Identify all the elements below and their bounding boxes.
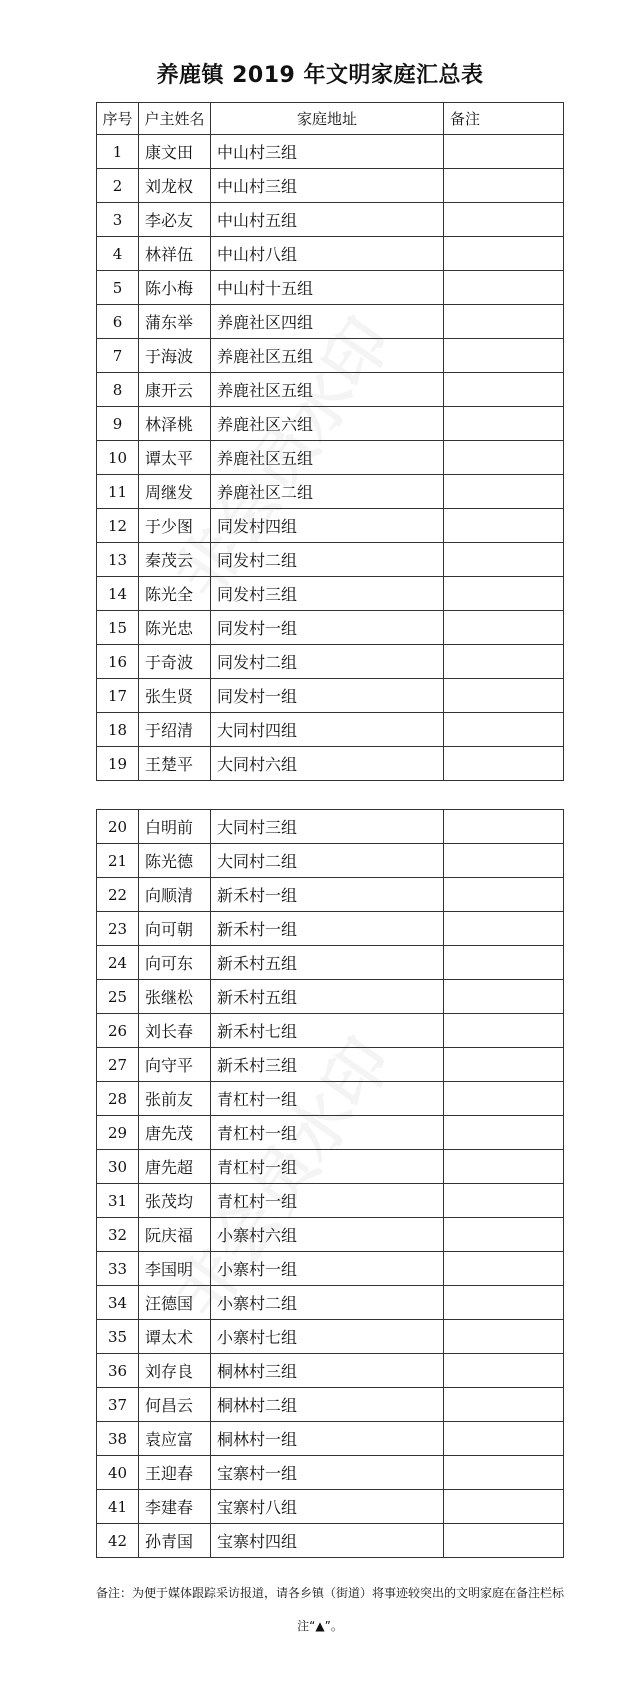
- table-row: [97, 339, 564, 373]
- address-cell: 青杠村一组: [211, 1116, 444, 1150]
- note-cell: [444, 1150, 564, 1184]
- note-cell: [444, 1320, 564, 1354]
- family-table-part2: [96, 809, 564, 1558]
- footnote-line1: 备注：为便于媒体跟踪采访报道，请各乡镇（街道）将事迹较突出的文明家庭在备注栏标: [96, 1586, 565, 1600]
- address-cell: 中山村三组: [211, 135, 444, 169]
- address-cell: 青杠村一组: [211, 1184, 444, 1218]
- note-cell: [444, 912, 564, 946]
- address-cell: 宝寨村四组: [211, 1524, 444, 1558]
- name-cell: 于海波: [139, 339, 211, 373]
- seq-cell: 42: [97, 1524, 139, 1558]
- address-cell: 养鹿社区五组: [211, 373, 444, 407]
- name-cell: 汪德国: [139, 1286, 211, 1320]
- table-row: [97, 1116, 564, 1150]
- table-row: [97, 980, 564, 1014]
- table-row: [97, 844, 564, 878]
- seq-cell: 25: [97, 980, 139, 1014]
- table-row: [97, 1184, 564, 1218]
- note-cell: [444, 1184, 564, 1218]
- seq-cell: 19: [97, 747, 139, 781]
- seq-cell: 18: [97, 713, 139, 747]
- table-row: [97, 1014, 564, 1048]
- seq-cell: 37: [97, 1388, 139, 1422]
- seq-cell: 11: [97, 475, 139, 509]
- note-cell: [444, 407, 564, 441]
- name-cell: 周继发: [139, 475, 211, 509]
- name-cell: 林泽桃: [139, 407, 211, 441]
- seq-cell: 27: [97, 1048, 139, 1082]
- seq-cell: 16: [97, 645, 139, 679]
- seq-cell: 31: [97, 1184, 139, 1218]
- address-cell: 新禾村一组: [211, 878, 444, 912]
- table-row: [97, 810, 564, 844]
- table-row: [97, 878, 564, 912]
- note-cell: [444, 305, 564, 339]
- page-title: 养鹿镇 2019 年文明家庭汇总表: [156, 63, 484, 88]
- name-cell: 王楚平: [139, 747, 211, 781]
- address-cell: 中山村三组: [211, 169, 444, 203]
- note-cell: [444, 1354, 564, 1388]
- table-row: [97, 1048, 564, 1082]
- name-cell: 李必友: [139, 203, 211, 237]
- name-cell: 张茂均: [139, 1184, 211, 1218]
- header-name: 户主姓名: [139, 103, 211, 135]
- address-cell: 同发村一组: [211, 611, 444, 645]
- name-cell: 孙青国: [139, 1524, 211, 1558]
- name-cell: 李建春: [139, 1490, 211, 1524]
- name-cell: 张前友: [139, 1082, 211, 1116]
- name-cell: 陈光德: [139, 844, 211, 878]
- seq-cell: 9: [97, 407, 139, 441]
- seq-cell: 13: [97, 543, 139, 577]
- note-cell: [444, 271, 564, 305]
- name-cell: 李国明: [139, 1252, 211, 1286]
- note-cell: [444, 441, 564, 475]
- note-cell: [444, 1218, 564, 1252]
- table-row: [97, 679, 564, 713]
- table-row: [97, 1422, 564, 1456]
- name-cell: 张继松: [139, 980, 211, 1014]
- address-cell: 小寨村一组: [211, 1252, 444, 1286]
- seq-cell: 15: [97, 611, 139, 645]
- note-cell: [444, 1082, 564, 1116]
- address-cell: 新禾村五组: [211, 980, 444, 1014]
- note-cell: [444, 946, 564, 980]
- seq-cell: 5: [97, 271, 139, 305]
- table-row: [97, 475, 564, 509]
- name-cell: 谭太平: [139, 441, 211, 475]
- table-row: [97, 1218, 564, 1252]
- seq-cell: 34: [97, 1286, 139, 1320]
- address-cell: 桐林村三组: [211, 1354, 444, 1388]
- address-cell: 小寨村六组: [211, 1218, 444, 1252]
- seq-cell: 32: [97, 1218, 139, 1252]
- note-cell: [444, 135, 564, 169]
- note-cell: [444, 1422, 564, 1456]
- address-cell: 新禾村五组: [211, 946, 444, 980]
- name-cell: 张生贤: [139, 679, 211, 713]
- table-row: [97, 1354, 564, 1388]
- address-cell: 桐林村一组: [211, 1422, 444, 1456]
- table-row: [97, 645, 564, 679]
- address-cell: 青杠村一组: [211, 1150, 444, 1184]
- note-cell: [444, 169, 564, 203]
- address-cell: 同发村三组: [211, 577, 444, 611]
- address-cell: 桐林村二组: [211, 1388, 444, 1422]
- table-row: [97, 1252, 564, 1286]
- address-cell: 宝寨村八组: [211, 1490, 444, 1524]
- table-row: [97, 1286, 564, 1320]
- address-cell: 新禾村七组: [211, 1014, 444, 1048]
- address-cell: 养鹿社区四组: [211, 305, 444, 339]
- note-cell: [444, 611, 564, 645]
- name-cell: 谭太术: [139, 1320, 211, 1354]
- table-row: [97, 441, 564, 475]
- seq-cell: 26: [97, 1014, 139, 1048]
- seq-cell: 17: [97, 679, 139, 713]
- name-cell: 唐先超: [139, 1150, 211, 1184]
- name-cell: 秦茂云: [139, 543, 211, 577]
- note-cell: [444, 1524, 564, 1558]
- table-row: [97, 169, 564, 203]
- seq-cell: 20: [97, 810, 139, 844]
- header-address: 家庭地址: [211, 103, 444, 135]
- table-row: [97, 912, 564, 946]
- seq-cell: 41: [97, 1490, 139, 1524]
- table-row: [97, 1490, 564, 1524]
- note-cell: [444, 1456, 564, 1490]
- address-cell: 新禾村三组: [211, 1048, 444, 1082]
- address-cell: 养鹿社区六组: [211, 407, 444, 441]
- name-cell: 何昌云: [139, 1388, 211, 1422]
- table-header-row: [97, 103, 564, 135]
- seq-cell: 7: [97, 339, 139, 373]
- note-cell: [444, 543, 564, 577]
- table-row: [97, 611, 564, 645]
- address-cell: 小寨村二组: [211, 1286, 444, 1320]
- note-cell: [444, 509, 564, 543]
- seq-cell: 6: [97, 305, 139, 339]
- table-row: [97, 271, 564, 305]
- table-row: [97, 543, 564, 577]
- seq-cell: 8: [97, 373, 139, 407]
- table-row: [97, 305, 564, 339]
- seq-cell: 1: [97, 135, 139, 169]
- address-cell: 养鹿社区五组: [211, 441, 444, 475]
- table-row: [97, 747, 564, 781]
- seq-cell: 40: [97, 1456, 139, 1490]
- table-row: [97, 946, 564, 980]
- note-cell: [444, 1048, 564, 1082]
- name-cell: 陈光全: [139, 577, 211, 611]
- note-cell: [444, 1388, 564, 1422]
- header-note: 备注: [444, 103, 564, 135]
- address-cell: 大同村四组: [211, 713, 444, 747]
- name-cell: 于奇波: [139, 645, 211, 679]
- name-cell: 阮庆福: [139, 1218, 211, 1252]
- table-row: [97, 203, 564, 237]
- seq-cell: 35: [97, 1320, 139, 1354]
- header-seq: 序号: [97, 103, 139, 135]
- table-row: [97, 1320, 564, 1354]
- address-cell: 大同村二组: [211, 844, 444, 878]
- table-row: [97, 509, 564, 543]
- note-cell: [444, 844, 564, 878]
- name-cell: 于绍清: [139, 713, 211, 747]
- note-cell: [444, 713, 564, 747]
- address-cell: 中山村十五组: [211, 271, 444, 305]
- table-row: [97, 407, 564, 441]
- address-cell: 小寨村七组: [211, 1320, 444, 1354]
- note-cell: [444, 577, 564, 611]
- seq-cell: 4: [97, 237, 139, 271]
- table-row: [97, 1456, 564, 1490]
- note-cell: [444, 980, 564, 1014]
- seq-cell: 3: [97, 203, 139, 237]
- note-cell: [444, 679, 564, 713]
- table-row: [97, 1388, 564, 1422]
- note-cell: [444, 645, 564, 679]
- seq-cell: 29: [97, 1116, 139, 1150]
- note-cell: [444, 475, 564, 509]
- table-row: [97, 135, 564, 169]
- name-cell: 向可朝: [139, 912, 211, 946]
- name-cell: 向可东: [139, 946, 211, 980]
- seq-cell: 10: [97, 441, 139, 475]
- note-cell: [444, 203, 564, 237]
- name-cell: 刘龙权: [139, 169, 211, 203]
- name-cell: 刘存良: [139, 1354, 211, 1388]
- name-cell: 向顺清: [139, 878, 211, 912]
- seq-cell: 2: [97, 169, 139, 203]
- name-cell: 唐先茂: [139, 1116, 211, 1150]
- table-row: [97, 373, 564, 407]
- address-cell: 青杠村一组: [211, 1082, 444, 1116]
- seq-cell: 33: [97, 1252, 139, 1286]
- name-cell: 蒲东举: [139, 305, 211, 339]
- note-cell: [444, 1490, 564, 1524]
- name-cell: 陈小梅: [139, 271, 211, 305]
- seq-cell: 23: [97, 912, 139, 946]
- note-cell: [444, 339, 564, 373]
- address-cell: 中山村八组: [211, 237, 444, 271]
- family-table-part1: [96, 102, 564, 781]
- table-row: [97, 237, 564, 271]
- name-cell: 白明前: [139, 810, 211, 844]
- table-row: [97, 1150, 564, 1184]
- name-cell: 康文田: [139, 135, 211, 169]
- address-cell: 大同村三组: [211, 810, 444, 844]
- address-cell: 养鹿社区二组: [211, 475, 444, 509]
- note-cell: [444, 747, 564, 781]
- note-cell: [444, 237, 564, 271]
- note-cell: [444, 1014, 564, 1048]
- name-cell: 于少图: [139, 509, 211, 543]
- seq-cell: 28: [97, 1082, 139, 1116]
- seq-cell: 14: [97, 577, 139, 611]
- address-cell: 同发村二组: [211, 645, 444, 679]
- seq-cell: 22: [97, 878, 139, 912]
- name-cell: 康开云: [139, 373, 211, 407]
- note-cell: [444, 1286, 564, 1320]
- table-row: [97, 577, 564, 611]
- note-cell: [444, 1116, 564, 1150]
- address-cell: 同发村四组: [211, 509, 444, 543]
- name-cell: 林祥伍: [139, 237, 211, 271]
- address-cell: 大同村六组: [211, 747, 444, 781]
- note-cell: [444, 373, 564, 407]
- table-row: [97, 1082, 564, 1116]
- seq-cell: 12: [97, 509, 139, 543]
- name-cell: 向守平: [139, 1048, 211, 1082]
- name-cell: 王迎春: [139, 1456, 211, 1490]
- note-cell: [444, 810, 564, 844]
- table-row: [97, 713, 564, 747]
- address-cell: 新禾村一组: [211, 912, 444, 946]
- name-cell: 陈光忠: [139, 611, 211, 645]
- seq-cell: 24: [97, 946, 139, 980]
- note-cell: [444, 1252, 564, 1286]
- seq-cell: 36: [97, 1354, 139, 1388]
- note-cell: [444, 878, 564, 912]
- address-cell: 同发村一组: [211, 679, 444, 713]
- address-cell: 宝寨村一组: [211, 1456, 444, 1490]
- address-cell: 养鹿社区五组: [211, 339, 444, 373]
- address-cell: 同发村二组: [211, 543, 444, 577]
- seq-cell: 21: [97, 844, 139, 878]
- seq-cell: 30: [97, 1150, 139, 1184]
- name-cell: 刘长春: [139, 1014, 211, 1048]
- seq-cell: 38: [97, 1422, 139, 1456]
- address-cell: 中山村五组: [211, 203, 444, 237]
- footnote-line2: 注“▲”。: [297, 1619, 343, 1633]
- table-row: [97, 1524, 564, 1558]
- name-cell: 袁应富: [139, 1422, 211, 1456]
